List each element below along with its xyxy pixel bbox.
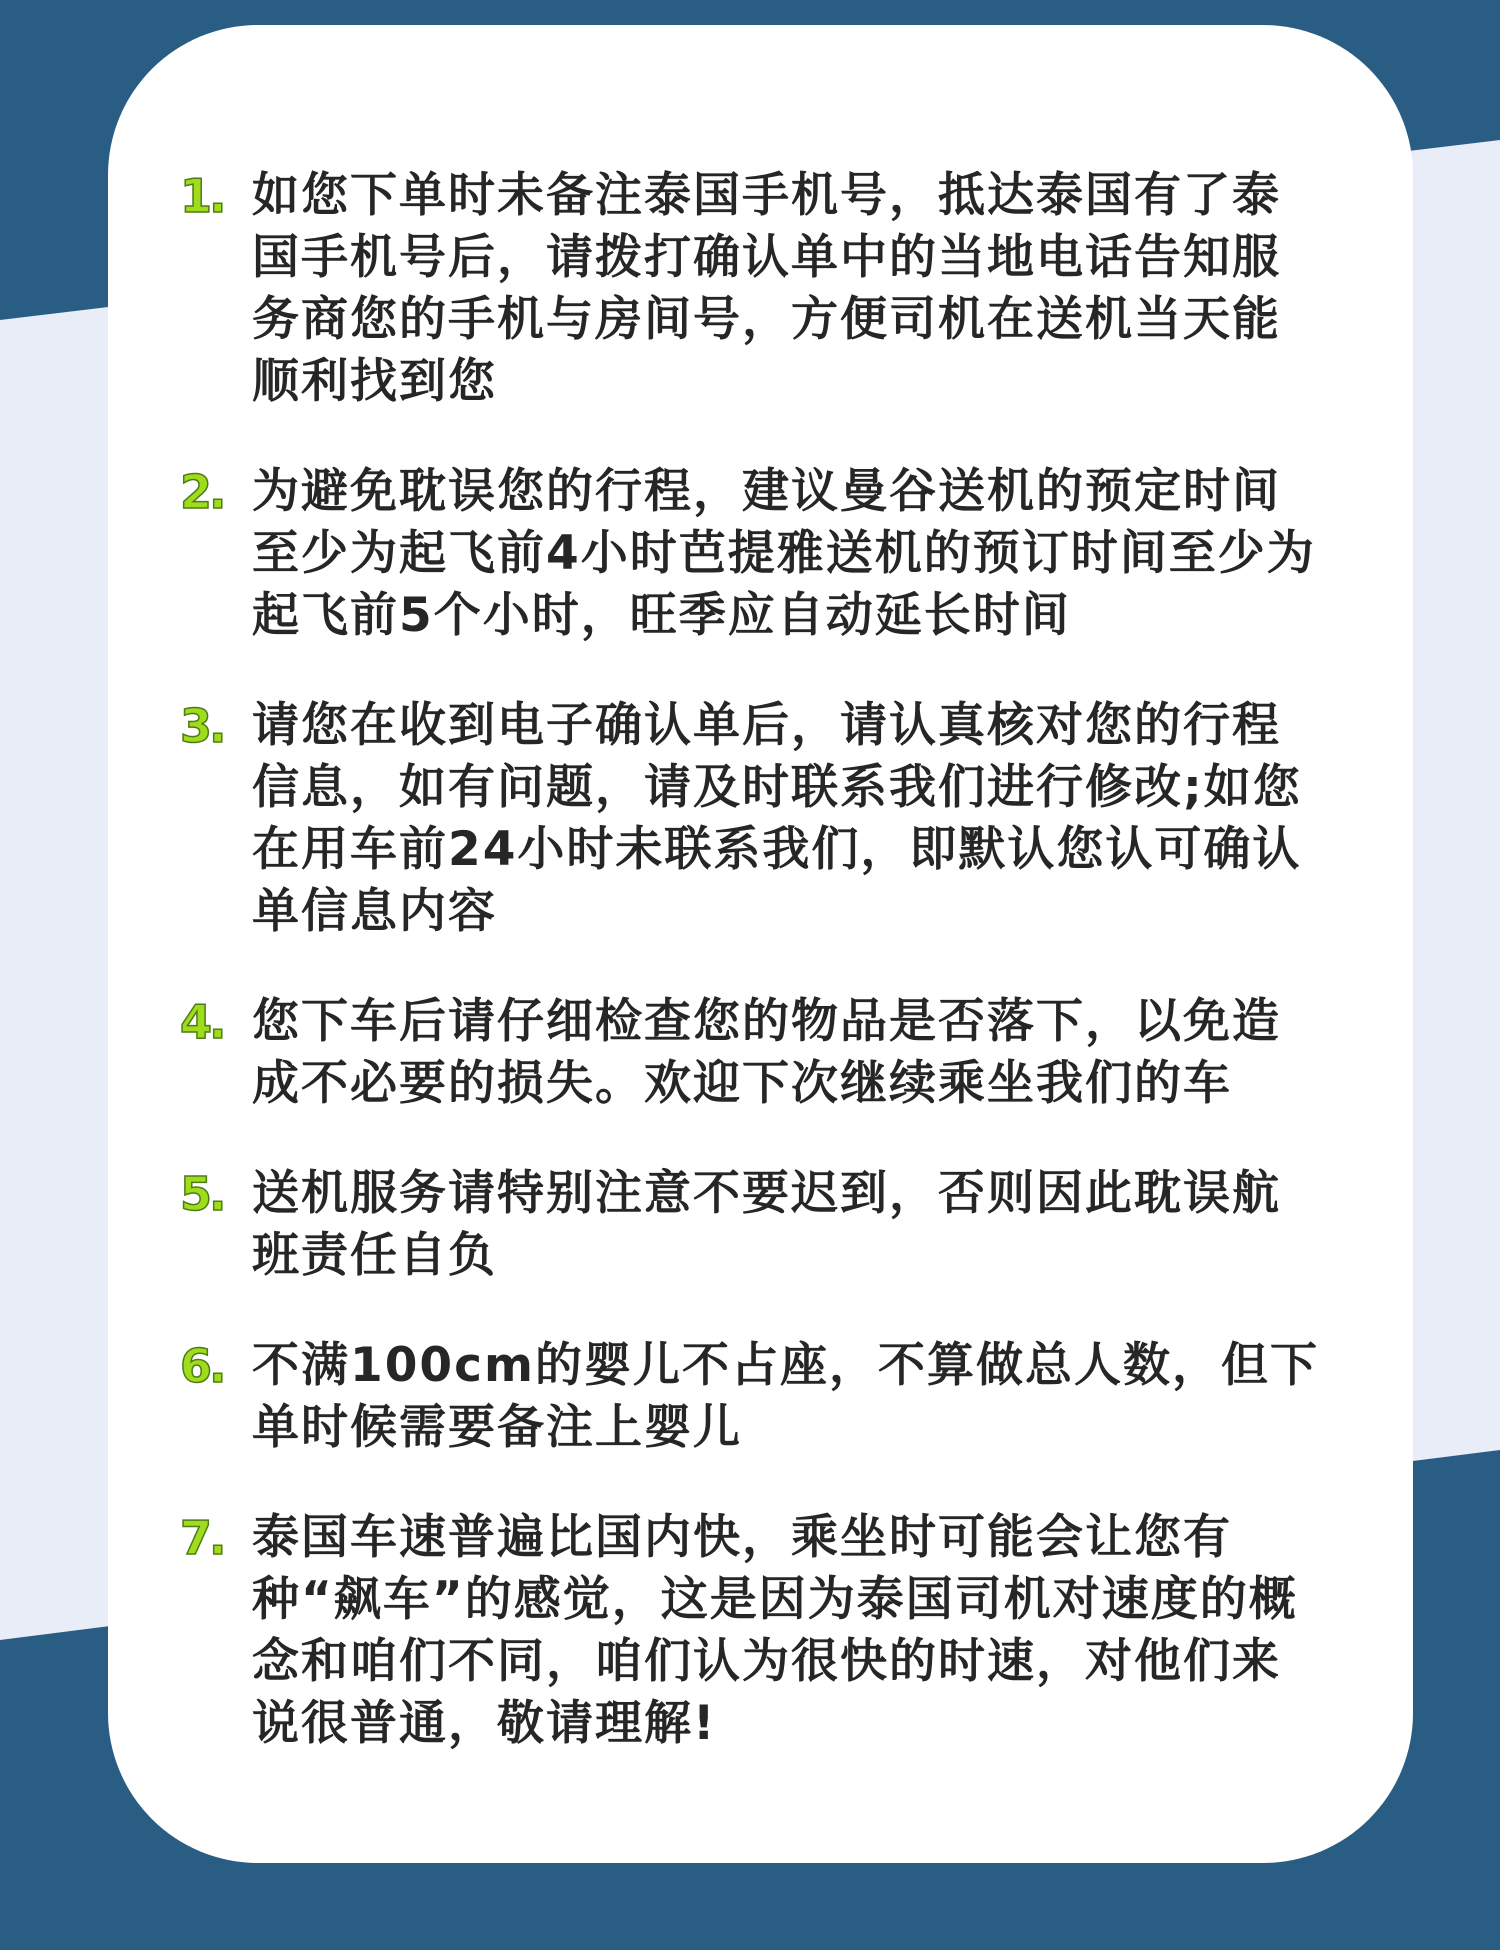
notice-number: 6. [180,1339,224,1393]
notice-text: 不满100cm的婴儿不占座，不算做总人数，但下单时候需要备注上婴儿 [252,1338,1319,1455]
notice-item-5 [180,1163,1323,1287]
notice-item-2 [180,461,1323,647]
notice-number: 5. [180,1167,224,1221]
notice-text: 泰国车速普遍比国内快，乘坐时可能会让您有种“飙车”的感觉，这是因为泰国司机对速度的概念和咱们不同，咱们认为很快的时速，对他们来说很普通，敬请理解! [252,1510,1298,1751]
notice-item-3 [180,695,1323,943]
notice-text: 如您下单时未备注泰国手机号，抵达泰国有了泰国手机号后，请拨打确认单中的当地电话告知服务商您的手机与房间号，方便司机在送机当天能顺利找到您 [252,168,1281,409]
notice-card [108,25,1413,1863]
notice-number: 7. [180,1511,224,1565]
notice-number: 4. [180,995,224,1049]
notice-item-4 [180,991,1323,1115]
notice-number: 2. [180,465,224,519]
notice-item-7 [180,1507,1323,1755]
notice-item-1 [180,165,1323,413]
notice-text: 您下车后请仔细检查您的物品是否落下，以免造成不必要的损失。欢迎下次继续乘坐我们的车 [252,994,1281,1111]
notice-number: 3. [180,699,224,753]
notice-number: 1. [180,169,224,223]
notice-list [180,165,1323,1755]
notice-item-6 [180,1335,1323,1459]
notice-text: 请您在收到电子确认单后，请认真核对您的行程信息，如有问题，请及时联系我们进行修改;如您在用车前24小时未联系我们，即默认您认可确认单信息内容 [252,698,1302,939]
notice-text: 送机服务请特别注意不要迟到，否则因此耽误航班责任自负 [252,1166,1281,1283]
notice-text: 为避免耽误您的行程，建议曼谷送机的预定时间至少为起飞前4小时芭提雅送机的预订时间至少为起飞前5个小时，旺季应自动延长时间 [252,464,1316,643]
